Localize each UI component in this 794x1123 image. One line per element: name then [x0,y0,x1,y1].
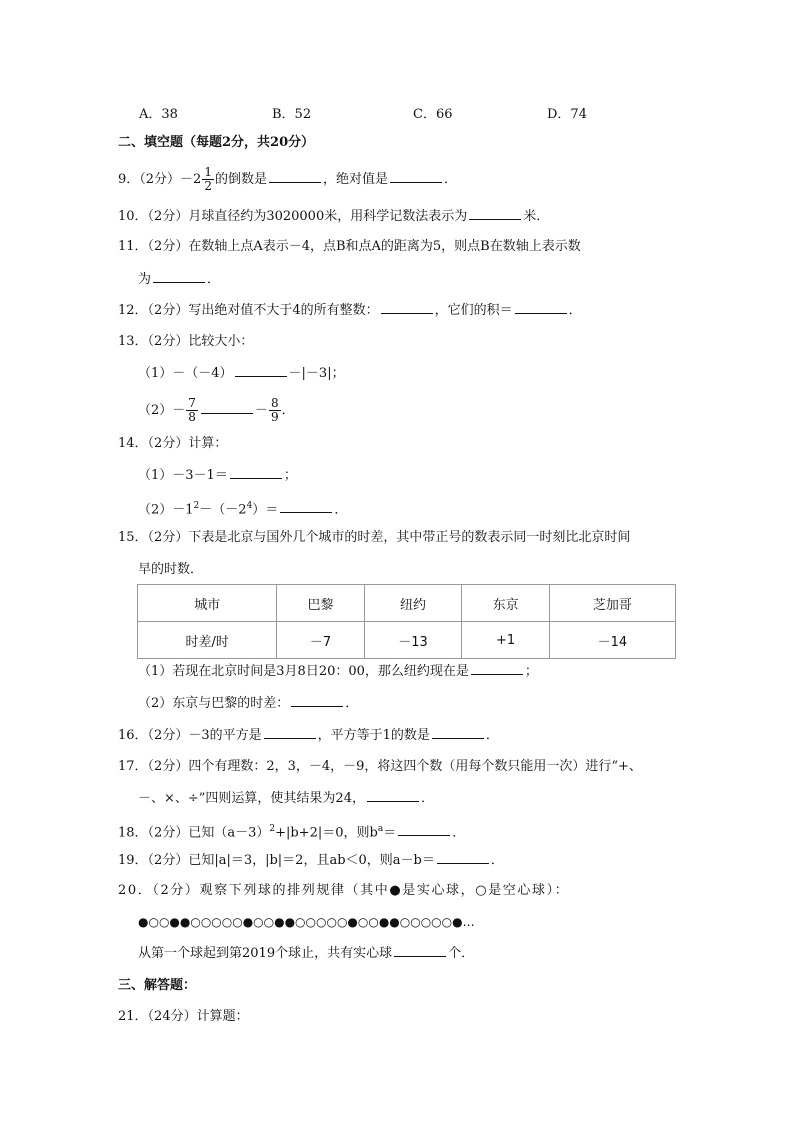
table-row [138,622,676,659]
answer-blank[interactable] [437,851,489,864]
table-cell: －13 [364,622,462,659]
answer-blank[interactable] [291,694,343,707]
question-17-line1: 17．（2分）四个有理数：2，3，－4，－9，将这四个数（用每个数只能用一次）进行“+、 [118,759,642,774]
answer-blank[interactable] [269,170,321,183]
ball-sequence: ●○○●●○○○○○●○○●●○○○○○●○○●●○○○○○●… [138,915,475,929]
question-16: 16．（2分）－3的平方是 ，平方等于1的数是 ． [118,728,499,743]
table-cell: 城市 [138,585,277,622]
option-b: B．52 [272,107,312,122]
fraction: $\frac{7}{8}$ [188,396,196,424]
question-11-line1: 11．（2分）在数轴上点A表示－4，点B和点A的距离为5，则点B在数轴上表示数 [118,239,581,254]
question-20-line1: 20．（2分）观察下列球的排列规律（其中●是实心球，○是空心球）： [118,883,570,898]
table-cell: +1 [462,622,549,659]
question-11-line2: 为 ． [138,272,221,287]
question-13-part2: （2）－ $\frac{7}{8}$ － $\frac{8}{9}$ ． [138,396,295,424]
question-20-line3: 从第一个球起到第2019个球止，共有实心球 个． [138,946,475,961]
option-a: A．38 [139,107,178,122]
table-cell: 纽约 [364,585,462,622]
answer-blank[interactable] [381,301,433,314]
answer-blank[interactable] [394,944,446,957]
question-9: 9．（2分）－2 $\frac{1}{2}$ 的倒数是 ，绝对值是 ． [118,165,458,193]
question-14-title: 14．（2分）计算： [118,436,228,451]
answer-blank[interactable] [264,726,316,739]
question-18: 18．（2分）已知$(a-3)^2+|b+2|=0$，则$b^a=$ ． [118,824,466,841]
question-13-part1: （1）－（－4） －|－3|； [138,366,345,381]
section-solution-heading: 三、解答题： [118,978,197,993]
question-21: 21．（24分）计算题： [118,1009,249,1024]
question-19: 19．（2分）已知|a|＝3，|b|＝2，且ab＜0，则a－b＝ ． [118,853,504,868]
answer-blank[interactable] [469,207,521,220]
time-difference-table [137,584,676,659]
section-fill-blank-heading: 二、填空题（每题2分，共20分） [118,135,315,150]
option-d: D．74 [547,107,587,122]
question-15-part2: （2）东京与巴黎的时差： ． [138,696,359,711]
question-15-part1: （1）若现在北京时间是3月8日20：00，那么纽约现在是 ； [138,664,538,679]
question-14-part1: （1）－3－1＝ ； [138,468,297,483]
table-cell: 时差/时 [138,622,277,659]
answer-blank[interactable] [471,662,523,675]
question-17-line2: －、×、÷”四则运算，使其结果为24， ． [138,791,434,806]
question-15-line1: 15．（2分）下表是北京与国外几个城市的时差，其中带正号的数表示同一时刻比北京时间 [118,530,631,545]
answer-blank[interactable] [367,789,419,802]
question-10: 10．（2分）月球直径约为3020000米，用科学记数法表示为 米． [118,209,550,224]
table-cell: 东京 [462,585,549,622]
answer-blank[interactable] [230,466,282,479]
table-cell: －7 [277,622,364,659]
question-15-line2: 早的时数． [138,562,204,577]
answer-blank[interactable] [432,726,484,739]
fraction: $\frac{8}{9}$ [270,396,279,424]
question-14-part2: $(2)-1^2-(-2^4)=$ ． [138,501,348,518]
answer-blank[interactable] [201,401,253,414]
answer-blank[interactable] [398,823,450,836]
question-12: 12．（2分）写出绝对值不大于4的所有整数： ，它们的积＝ ． [118,303,582,318]
answer-blank[interactable] [280,500,332,513]
answer-blank[interactable] [235,364,287,377]
table-cell: 芝加哥 [549,585,675,622]
fraction: $\frac{1}{2}$ [204,165,212,193]
table-row [138,585,676,622]
answer-blank[interactable] [153,270,205,283]
question-13-title: 13．（2分）比较大小： [118,334,254,349]
table-cell: 巴黎 [277,585,364,622]
option-c: C．66 [413,107,453,122]
answer-blank[interactable] [515,301,567,314]
answer-blank[interactable] [390,170,442,183]
table-cell: －14 [549,622,675,659]
